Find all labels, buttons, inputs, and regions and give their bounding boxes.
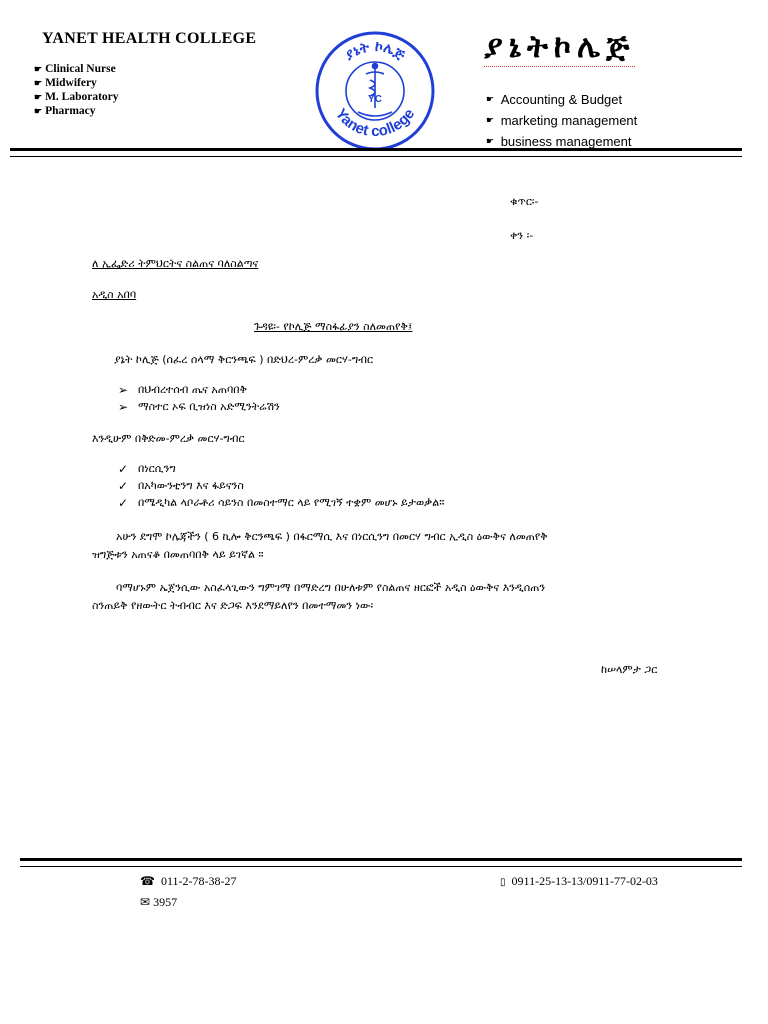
logo-bottom-text: Yanet college	[331, 105, 419, 141]
pointing-hand-icon: ☛	[486, 94, 495, 104]
logo-center-text: YC	[368, 94, 382, 105]
header-rule	[10, 148, 742, 157]
checkmark-bullet-icon: ✓	[118, 479, 129, 493]
phone-number: ☎ 011-2-78-38-27	[140, 874, 237, 888]
checkmark-bullet-icon: ✓	[118, 462, 129, 476]
list-item: ☛ Midwifery	[34, 77, 97, 89]
pointing-hand-icon: ☛	[34, 78, 43, 88]
list-item: ☛ marketing management	[486, 110, 637, 131]
intro-line: ያኔት ኮሊጅ (ሰፈረ ሰላማ ቅርንጫፍ ) በድህረ-ምረቃ መርሃ-ግብር	[114, 353, 374, 366]
logo-top-text: ያኔት ኮሌጅ	[341, 38, 408, 64]
arrow-bullet-icon: ➢	[118, 400, 129, 414]
pointing-hand-icon: ☛	[34, 92, 43, 102]
recipient-city: አዲስ አበባ	[92, 288, 137, 301]
envelope-icon: ✉	[140, 895, 151, 909]
list-item: ☛ Pharmacy	[34, 105, 96, 117]
health-program-list	[34, 62, 119, 118]
paragraph-line: ባማሆኑም ኤጀንሲው አስፈላጊውን ግምገማ በማድረግ በሁለቱም የስልጠና ዘርፎች አዲስ ዕውቅና እንዲሰጠን	[116, 581, 546, 594]
recipient: ለ ኢፌድሪ ትምህርትና ስልጠና ባለስልጣና	[92, 257, 259, 270]
college-amharic-name: ያኔትኮሌጅ	[484, 29, 636, 65]
undergrad-intro: እንዲሁም በቅድመ-ምረቃ መርሃ-ግብር	[92, 432, 245, 445]
business-program-list	[486, 89, 638, 149]
svg-text:ያኔት ኮሌጅ	[342, 39, 408, 64]
pointing-hand-icon: ☛	[34, 106, 43, 116]
list-item: ☛ M. Laboratory	[34, 91, 119, 103]
mobile-number: ▯ 0911-25-13-13/0911-77-02-03	[500, 874, 658, 888]
list-item: ✓ በሜዲካል ላቦራቶሪ ሳይንስ በመስተማር ላይ የሚገኝ ተቋም መሆኑ ይታወቃል።	[118, 496, 445, 510]
college-name: YANET HEALTH COLLEGE	[42, 30, 257, 47]
list-item: ✓ በነርሲንግ	[118, 462, 176, 476]
list-item: ☛ business management	[486, 131, 637, 152]
paragraph-line: አሁን ደግሞ ኮሌጃችን ( 6 ኪሎ ቅርንጫፍ ) በፋርማሲ እና በነርሲንግ በመርሃ ግብር ኢዲስ ዕውቅና ለመጠየቅ	[116, 530, 548, 543]
svg-text:Yanet college	[332, 106, 418, 140]
reference-number-label: ቁጥር፡-	[510, 195, 539, 208]
list-item: ➢ በህብረተሰብ ጤና አጠባበቅ	[118, 383, 247, 397]
checkmark-bullet-icon: ✓	[118, 496, 129, 510]
paragraph-line: ዝግጅቱን አጠናቆ በመጠባበቅ ላይ ይገኛል ።	[92, 548, 264, 561]
list-item: ✓ በአካውንቲንግ እና ፋይናንስ	[118, 479, 244, 493]
telephone-icon: ☎	[140, 874, 155, 888]
footer-rule	[20, 858, 742, 867]
po-box: ✉ 3957	[140, 895, 178, 909]
arrow-bullet-icon: ➢	[118, 383, 129, 397]
list-item: ☛ Accounting & Budget	[486, 89, 637, 110]
list-item: ➢ ማስተር ኦፍ ቢዝነስ አድሚንትሬሽን	[118, 400, 280, 414]
paragraph-line: ስንጠይቅ የዘውትር ትብብር እና ድጋፍ እንደማይለየን በመተማመን ነው፡	[92, 599, 374, 612]
caduceus-icon	[358, 64, 392, 117]
list-item: ☛ Clinical Nurse	[34, 63, 116, 75]
mobile-phone-icon: ▯	[500, 877, 506, 888]
pointing-hand-icon: ☛	[34, 64, 43, 74]
college-logo	[314, 30, 436, 152]
pointing-hand-icon: ☛	[486, 115, 495, 125]
letter-subject: ጉዳዩ፡- የኮሊጅ ማስፋፊያን ስለመጠየቅ፤	[254, 320, 413, 333]
pointing-hand-icon: ☛	[486, 136, 495, 146]
closing: ከሠላምታ ጋር	[601, 663, 658, 676]
date-label: ቀን ፡-	[510, 229, 534, 242]
